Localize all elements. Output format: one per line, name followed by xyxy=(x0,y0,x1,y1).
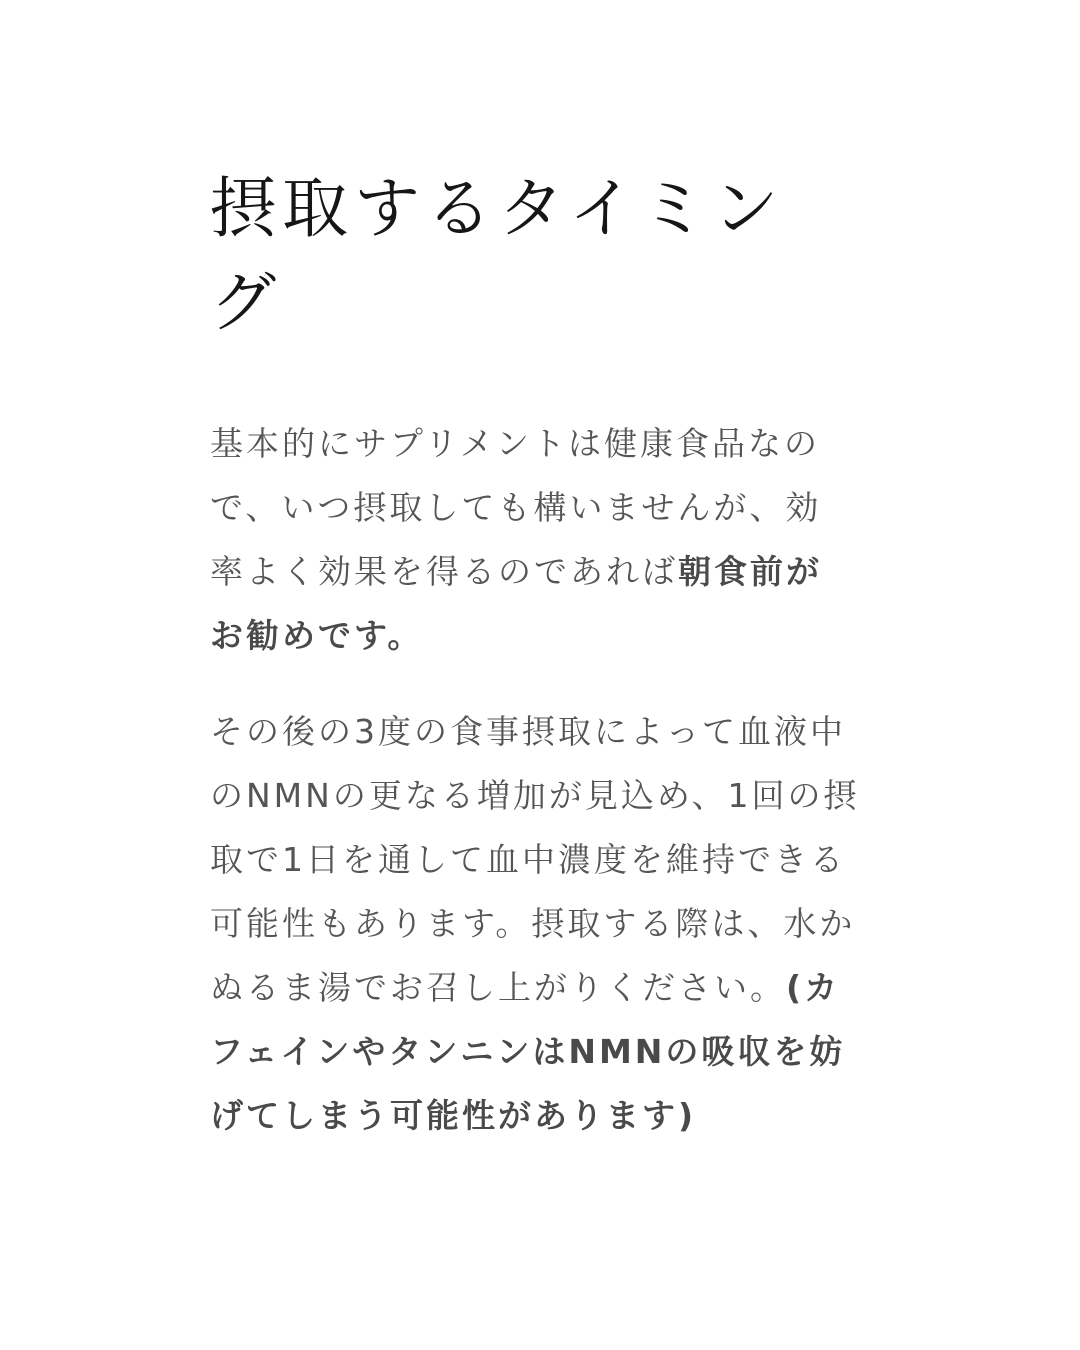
article-content xyxy=(210,162,870,1148)
intro-paragraph xyxy=(210,412,850,668)
detail-text: その後の3度の食事摂取によって血液中のNMNの更なる増加が見込め、1回の摂取で1日を通して血中濃度を維持できる可能性もあります。摂取する際は、水かぬるま湯でお召し上がりください。 xyxy=(210,712,860,1007)
detail-paragraph xyxy=(210,700,870,1148)
page-title: 摂取するタイミング xyxy=(210,170,785,341)
caffeine-note: (カフェインやタンニンはNMNの吸収を妨げてしまう可能性があります) xyxy=(210,968,846,1135)
intro-text: 基本的にサプリメントは健康食品なので、いつ摂取しても構いませんが、効率よく効果を得るのであれば xyxy=(210,424,822,591)
intro-emphasis: 朝食前がお勧めです。 xyxy=(210,552,822,655)
